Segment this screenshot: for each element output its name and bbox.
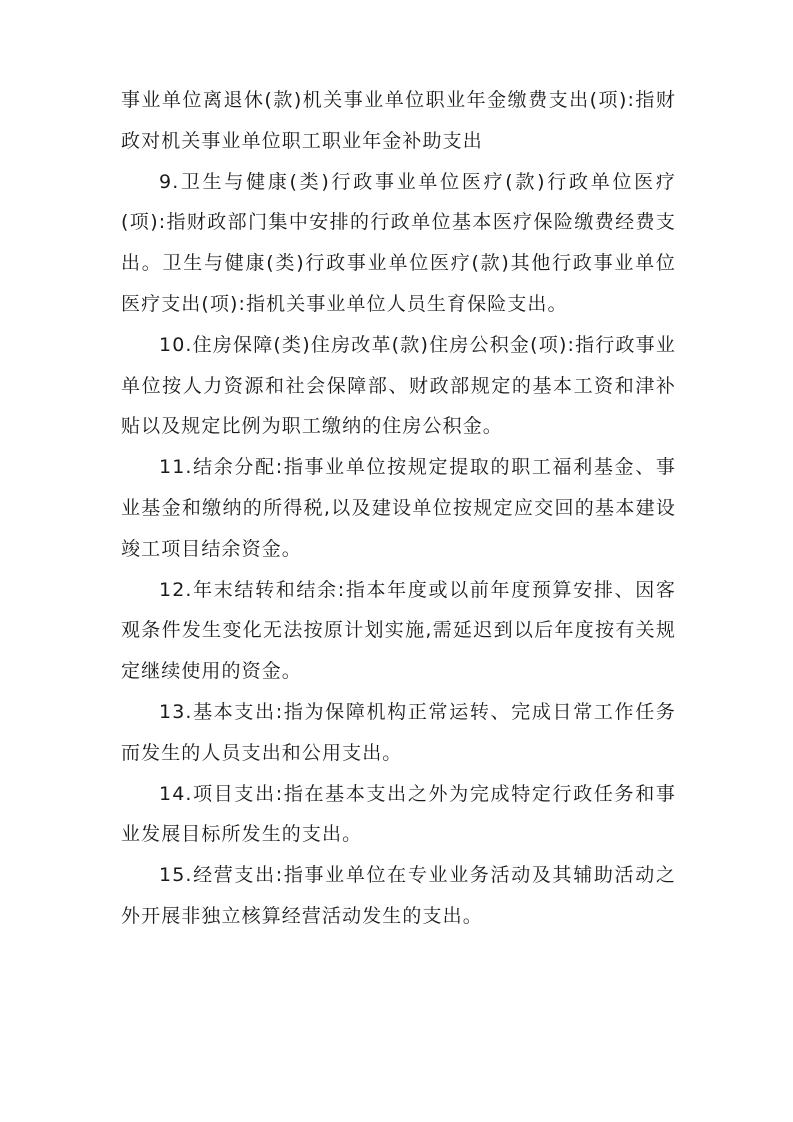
paragraph-item-11: 11.结余分配:指事业单位按规定提取的职工福利基金、事业基金和缴纳的所得税,以及建设单位按规定应交回的基本建设竣工项目结余资金。 [121,456,676,560]
paragraph-item-8-continued: 事业单位离退休(款)机关事业单位职业年金缴费支出(项):指财政对机关事业单位职工职业年金补助支出 [121,89,676,152]
paragraph-item-12: 12.年末结转和结余:指本年度或以前年度预算安排、因客观条件发生变化无法按原计划实施,需延迟到以后年度按有关规定继续使用的资金。 [121,578,676,683]
document-body [121,80,676,937]
paragraph-item-15: 15.经营支出:指事业单位在专业业务活动及其辅助活动之外开展非独立核算经营活动发生的支出。 [121,864,676,927]
paragraph-item-9: 9.卫生与健康(类)行政事业单位医疗(款)行政单位医疗(项):指财政部门集中安排的行政单位基本医疗保险缴费经费支出。卫生与健康(类)行政事业单位医疗(款)其他行政事业单位医疗支出(项):指机关事业单位人员生育保险支出。 [121,170,676,315]
paragraph-item-13: 13.基本支出:指为保障机构正常运转、完成日常工作任务而发生的人员支出和公用支出。 [121,700,676,764]
paragraph-item-14: 14.项目支出:指在基本支出之外为完成特定行政任务和事业发展目标所发生的支出。 [121,782,676,846]
paragraph-item-10: 10.住房保障(类)住房改革(款)住房公积金(项):指行政事业单位按人力资源和社会保障部、财政部规定的基本工资和津补贴以及规定比例为职工缴纳的住房公积金。 [121,333,676,438]
